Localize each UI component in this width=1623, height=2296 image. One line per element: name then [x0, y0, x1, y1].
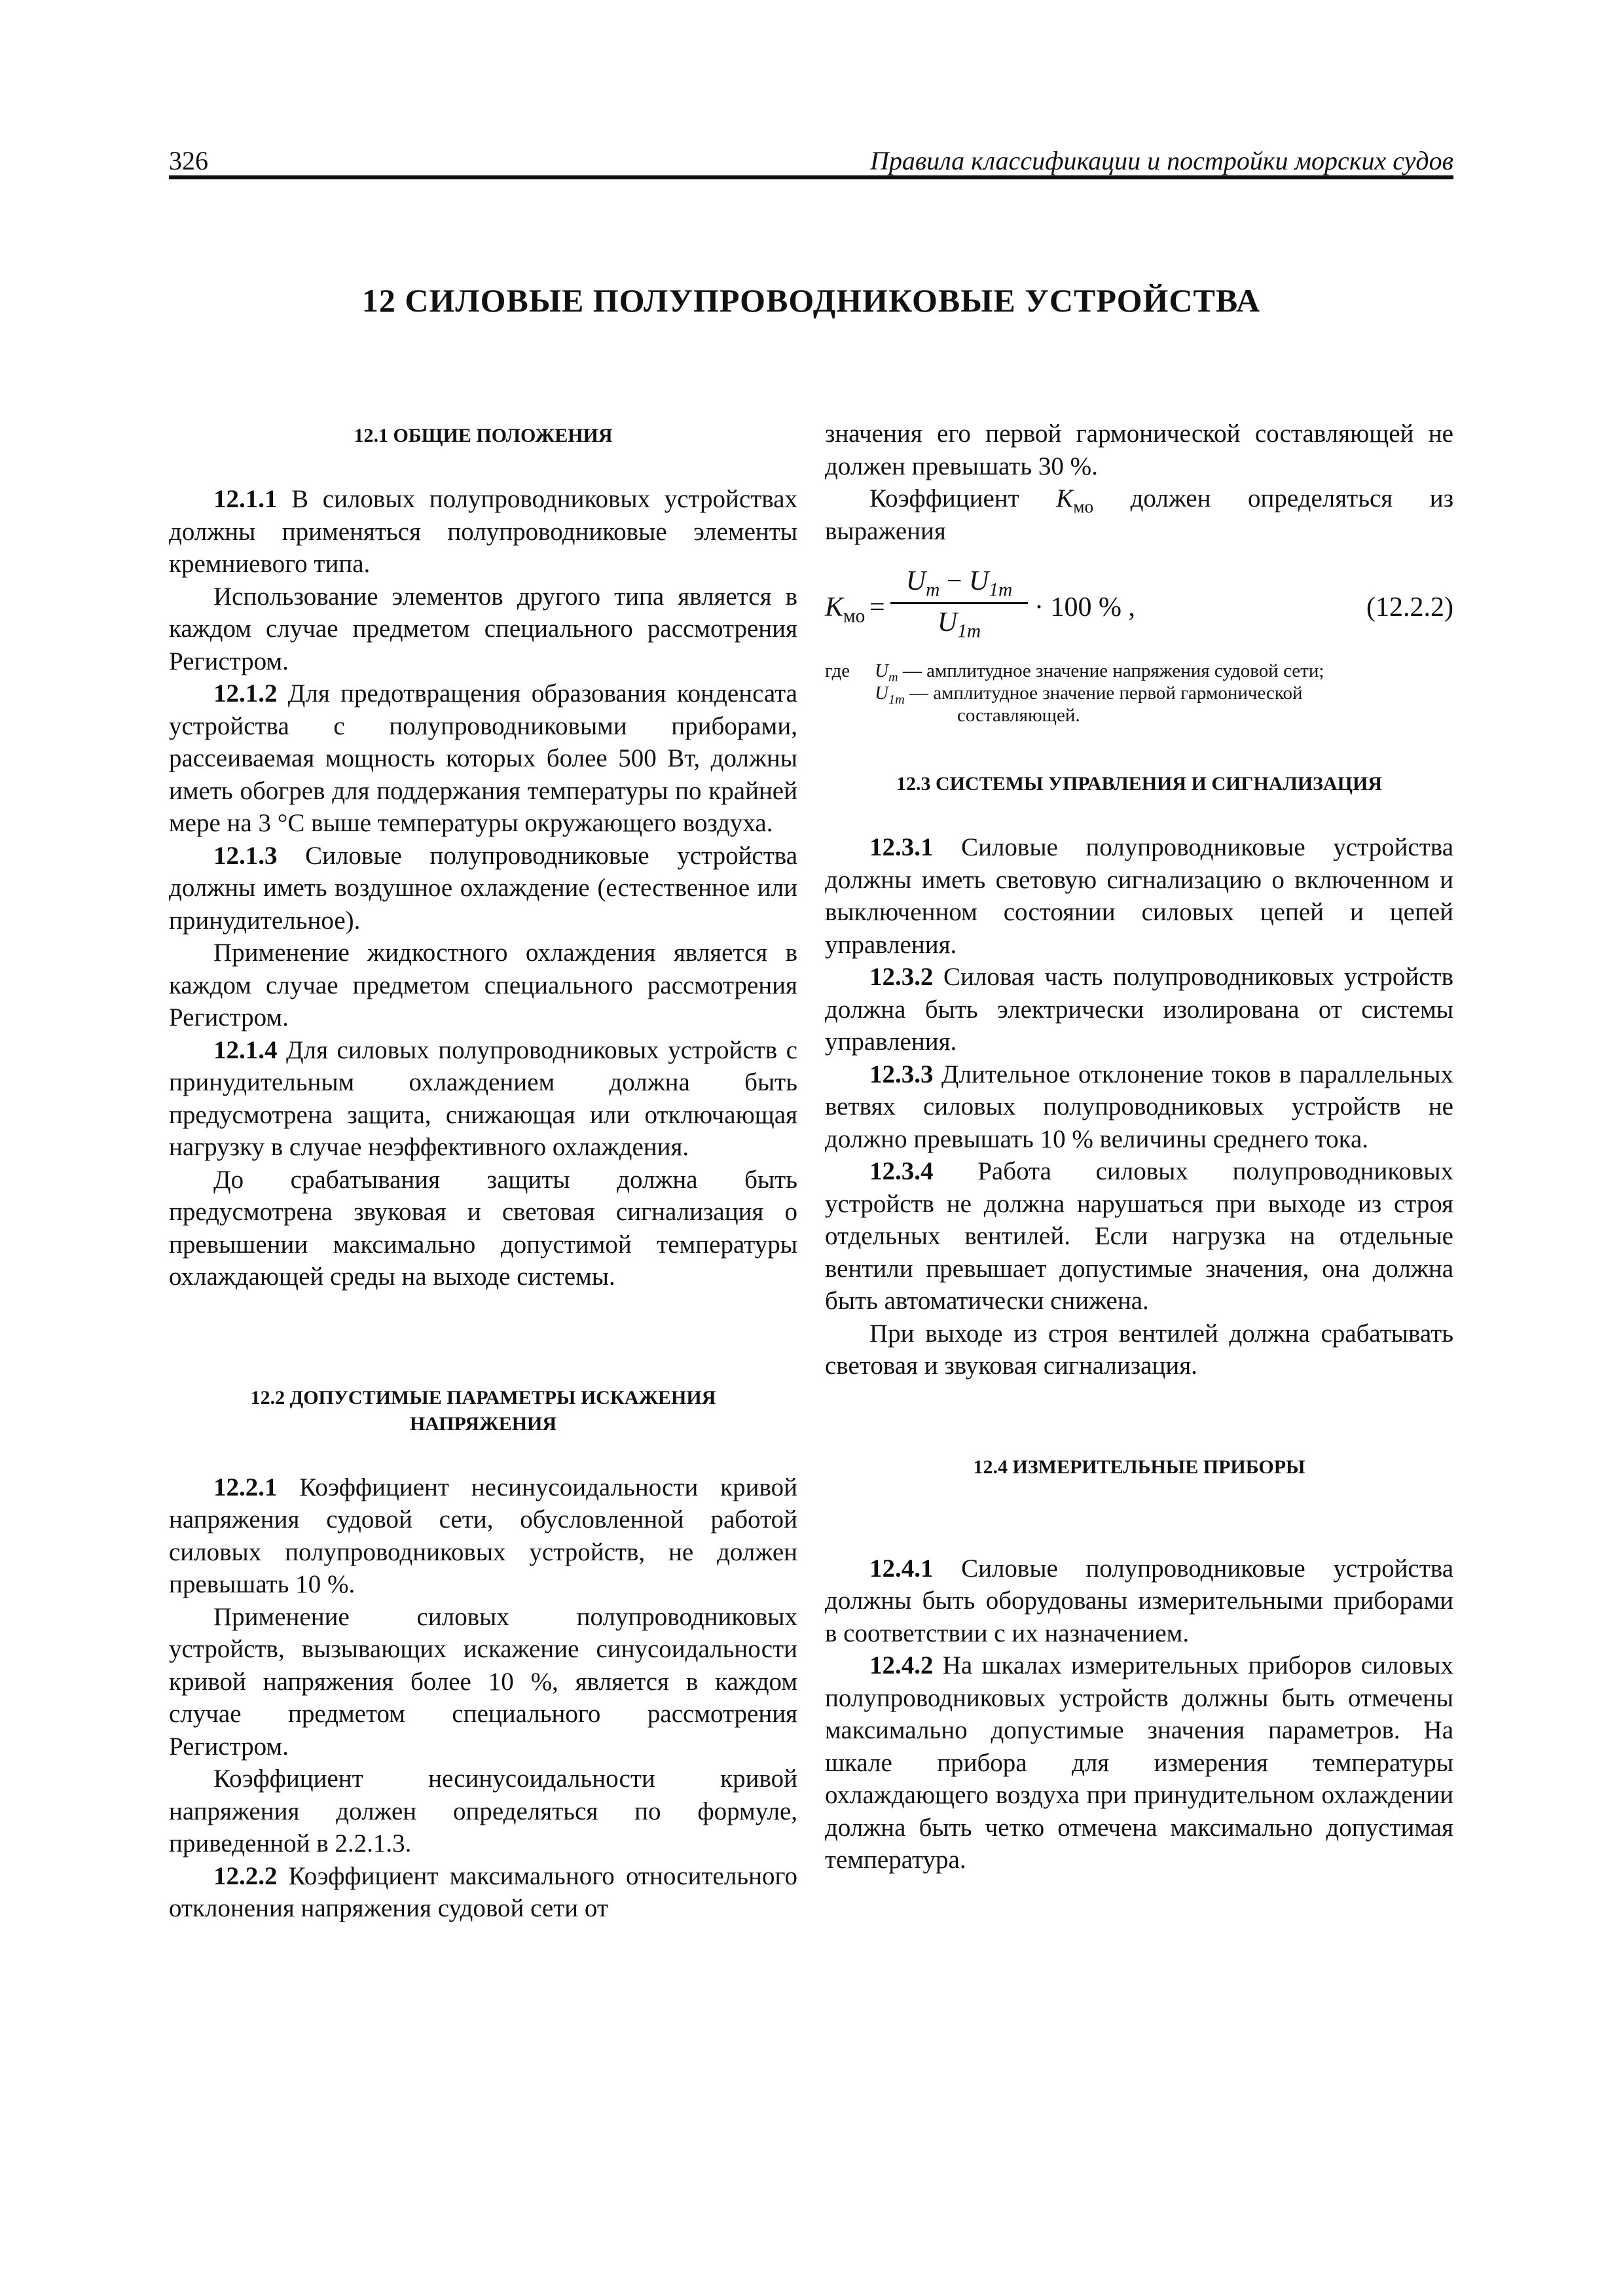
paragraph-text: В силовых полупроводниковых устройствах должны применяться полупроводниковые элементы кремниевого типа.	[169, 485, 797, 578]
formula-denominator	[890, 607, 1028, 641]
paragraph-12-2-2	[169, 1860, 797, 1925]
paragraph-12-3-1	[825, 831, 1453, 961]
right-column	[825, 418, 1453, 1876]
paragraph-text: Силовая часть полупроводниковых устройств должна быть электрически изолирована от системы управления.	[825, 963, 1453, 1056]
clause-number: 12.3.2	[869, 963, 934, 991]
symbol: K	[1056, 484, 1074, 512]
paragraph-text: Для силовых полупроводниковых устройств с принудительным охлаждением должна быть предусмотрена защита, снижающая или отключающая нагрузку в случае неэффективного охлаждения.	[169, 1035, 797, 1161]
paragraph-text: На шкалах измерительных приборов силовых полупроводниковых устройств должны быть отмечены максимально допустимые значения параметров. На шкале прибора для измерения температуры охлаждающего воздуха при принудительном охлаждении должна быть четко отмечена максимально допустимая температура.	[825, 1651, 1453, 1874]
paragraph-text: Коэффициент несинусоидальности кривой напряжения должен определяться по формуле, приведенной в 2.2.1.3.	[169, 1765, 797, 1857]
formula-symbol: U	[905, 566, 926, 596]
running-title: Правила классификации и постройки морских судов	[869, 146, 1453, 175]
legend-text: — амплитудное значение первой гармонической	[904, 683, 1303, 704]
clause-number: 12.3.4	[869, 1157, 934, 1185]
paragraph-12-4-2	[825, 1649, 1453, 1876]
legend-item	[875, 682, 1451, 726]
paragraph-text: Силовые полупроводниковые устройства должны иметь световую сигнализацию о включенном и выключенном состоянии силовых цепей и цепей управления.	[825, 833, 1453, 959]
paragraph-12-1-2	[169, 677, 797, 840]
clause-number: 12.4.2	[869, 1651, 934, 1679]
paragraph-text: При выходе из строя вентилей должна срабатывать световая и звуковая сигнализация.	[825, 1319, 1453, 1380]
paragraph-12-3-4	[825, 1155, 1453, 1318]
legend-text: — амплитудное значение напряжения судовой сети;	[898, 660, 1324, 681]
paragraph-text: значения его первой гармонической составляющей не должен превышать 30 %.	[825, 420, 1453, 480]
section-heading-line: 12.2 ДОПУСТИМЫЕ ПАРАМЕТРЫ ИСКАЖЕНИЯ	[250, 1386, 716, 1408]
equation-number: (12.2.2)	[1366, 592, 1453, 622]
paragraph-text: должен определяться из выражения	[825, 484, 1453, 545]
clause-number: 12.1.3	[213, 841, 278, 870]
section-heading-line: НАПРЯЖЕНИЯ	[409, 1412, 557, 1435]
paragraph-text: Работа силовых полупроводниковых устройств не должна нарушаться при выходе из строя отдельных вентилей. Если нагрузка на отдельные вентили превышает допустимые значения, она должна быть автоматически снижена.	[825, 1157, 1453, 1315]
section-heading-12-3: 12.3 СИСТЕМЫ УПРАВЛЕНИЯ И СИГНАЛИЗАЦИЯ	[896, 773, 1382, 795]
paragraph-text: Коэффициент	[869, 484, 1057, 512]
formula-symbol: U	[969, 566, 989, 596]
paragraph-text: Применение силовых полупроводниковых устройств, вызывающих искажение синусоидальности кривой напряжения более 10 %, является в каждом случае предметом специального рассмотрения Регистром.	[169, 1602, 797, 1761]
clause-number: 12.2.2	[213, 1861, 278, 1890]
formula-fraction	[890, 565, 1028, 641]
fraction-bar	[890, 602, 1028, 604]
header-rule	[169, 175, 1453, 179]
section-heading-12-2	[169, 1385, 797, 1437]
formula-symbol: K	[825, 592, 844, 622]
formula-equals: =	[869, 592, 885, 622]
paragraph-kmo	[825, 482, 1453, 547]
formula-numerator	[890, 565, 1028, 600]
section-heading-12-1: 12.1 ОБЩИЕ ПОЛОЖЕНИЯ	[354, 425, 613, 446]
clause-number: 12.1.4	[213, 1035, 278, 1064]
paragraph-text: Силовые полупроводниковые устройства должны быть оборудованы измерительными приборами в соответствии с их назначением.	[825, 1554, 1453, 1647]
left-column	[169, 412, 797, 1925]
clause-number: 12.3.1	[869, 833, 934, 861]
chapter-title: 12 СИЛОВЫЕ ПОЛУПРОВОДНИКОВЫЕ УСТРОЙСТВА	[361, 282, 1261, 319]
page-number: 326	[169, 146, 208, 175]
clause-number: 12.1.2	[213, 679, 278, 708]
formula-symbol: U	[937, 607, 958, 637]
paragraph-text: Использование элементов другого типа является в каждом случае предметом специального рассмотрения Регистром.	[169, 582, 797, 675]
legend-symbol: U	[875, 660, 888, 681]
paragraph-text: Для предотвращения образования конденсата устройства с полупроводниковыми приборами, рассеиваемая мощность которых более 500 Вт, должны иметь обогрев для поддержания температуры по крайней мере на 3 °С выше температуры окружающего воздуха.	[169, 679, 797, 837]
legend-subscript: m	[888, 670, 898, 685]
clause-number: 12.2.1	[213, 1473, 278, 1501]
formula-subscript: m	[926, 579, 940, 601]
section-heading-12-4: 12.4 ИЗМЕРИТЕЛЬНЫЕ ПРИБОРЫ	[973, 1456, 1305, 1478]
paragraph-12-1-4	[169, 1034, 797, 1164]
formula-12-2-2	[825, 565, 1453, 644]
formula-subscript: 1m	[989, 579, 1013, 601]
paragraph-12-1-3	[169, 840, 797, 937]
legend-text: составляющей.	[957, 705, 1080, 726]
paragraph-12-2-1	[169, 1471, 797, 1601]
clause-number: 12.4.1	[869, 1554, 934, 1583]
paragraph-text: Коэффициент несинусоидальности кривой напряжения судовой сети, обусловленной работой силовых полупроводниковых устройств, не должен превышать 10 %.	[169, 1473, 797, 1598]
clause-number: 12.1.1	[213, 485, 278, 513]
paragraph-12-3-2	[825, 961, 1453, 1058]
paragraph-text: Длительное отклонение токов в параллельных ветвях силовых полупроводниковых устройств не должно превышать 10 % величины среднего тока.	[825, 1060, 1453, 1153]
paragraph-text: До срабатывания защиты должна быть предусмотрена звуковая и световая сигнализация о превышении максимально допустимой температуры охлаждающей среды на выходе системы.	[169, 1165, 797, 1291]
where-label: где	[825, 660, 850, 681]
formula-subscript: мо	[843, 605, 866, 627]
clause-number: 12.3.3	[869, 1060, 934, 1088]
paragraph-text: Силовые полупроводниковые устройства должны иметь воздушное охлаждение (естественное или принудительное).	[169, 841, 797, 935]
paragraph-text: Применение жидкостного охлаждения является в каждом случае предметом специального рассмотрения Регистром.	[169, 939, 797, 1031]
paragraph-12-3-3	[825, 1058, 1453, 1156]
legend-subscript: 1m	[888, 692, 905, 707]
formula-legend	[825, 660, 1453, 732]
paragraph-12-4-1	[825, 1552, 1453, 1650]
formula-minus: −	[939, 566, 969, 596]
symbol-subscript: мо	[1073, 496, 1094, 516]
paragraph-text: Коэффициент максимального относительного отклонения напряжения судовой сети от	[169, 1861, 797, 1922]
formula-subscript: 1m	[957, 620, 981, 642]
paragraph-12-1-1	[169, 483, 797, 581]
legend-symbol: U	[875, 683, 888, 704]
legend-item	[875, 660, 1451, 685]
formula-multiplier: · 100 % ,	[1034, 592, 1135, 622]
formula-lhs	[825, 592, 866, 627]
